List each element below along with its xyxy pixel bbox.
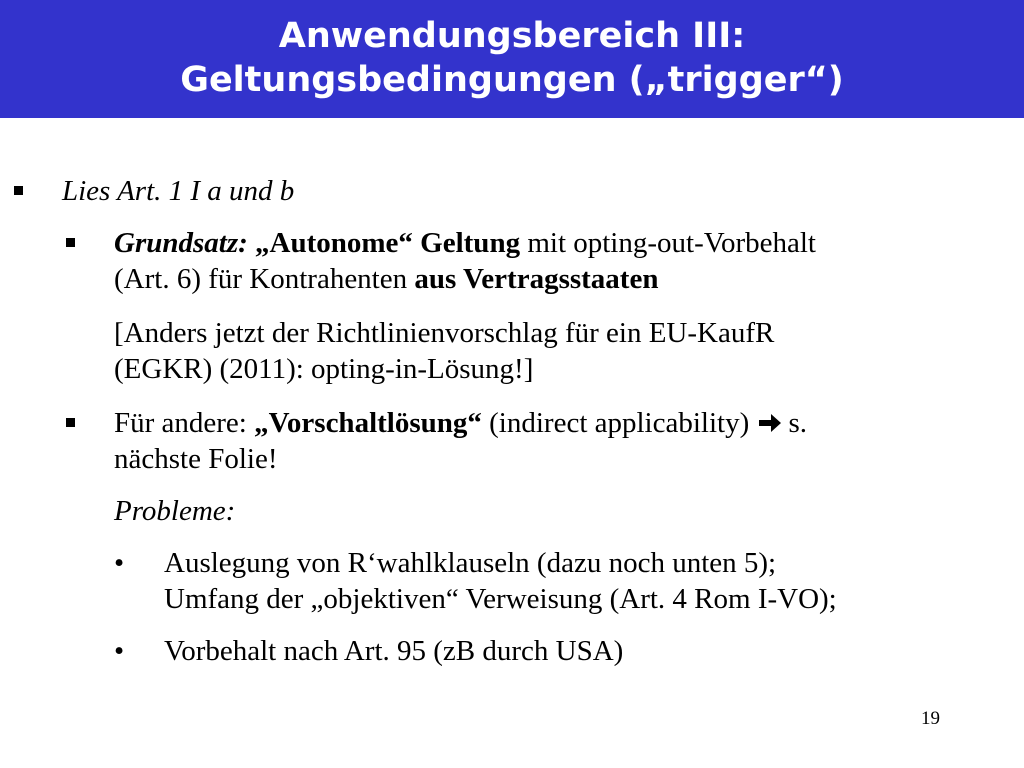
vorschaltloesung-text: „Vorschaltlösung“ bbox=[254, 407, 482, 439]
dot-bullet-icon: • bbox=[114, 547, 125, 579]
vertragsstaaten-text: aus Vertragsstaaten bbox=[414, 263, 659, 295]
grundsatz-label: Grundsatz: bbox=[114, 227, 248, 259]
indirect-applicability-text: (indirect applicability) bbox=[481, 407, 750, 439]
fuer-andere-prefix: Für andere: bbox=[114, 407, 255, 439]
probleme-heading: Probleme: bbox=[114, 495, 236, 527]
grundsatz-text-2: (Art. 6) für Kontrahenten bbox=[114, 263, 415, 295]
auslegung-line-1: Auslegung von R‘wahlklauseln (dazu noch unten 5); bbox=[164, 547, 777, 579]
square-bullet-icon bbox=[66, 238, 75, 247]
siehe-text: s. bbox=[788, 407, 808, 439]
page-number: 19 bbox=[921, 708, 940, 729]
slide-title-line-2: Geltungsbedingungen („trigger“) bbox=[180, 60, 844, 100]
lies-art-text: Lies Art. 1 I a und b bbox=[62, 175, 295, 207]
slide-title-line-1: Anwendungsbereich III: bbox=[278, 16, 746, 56]
grundsatz-text-1: mit opting-out-Vorbehalt bbox=[520, 227, 816, 259]
right-arrow-icon bbox=[758, 412, 782, 434]
fuer-andere-line-1 bbox=[114, 406, 807, 440]
auslegung-line-2: Umfang der „objektiven“ Verweisung (Art. 4 Rom I-VO); bbox=[164, 583, 837, 615]
autonome-geltung-text: „Autonome“ Geltung bbox=[255, 227, 521, 259]
dot-bullet-icon: • bbox=[114, 635, 125, 667]
square-bullet-icon bbox=[66, 418, 75, 427]
anders-line-2: (EGKR) (2011): opting-in-Lösung!] bbox=[114, 353, 534, 385]
anders-line-1: [Anders jetzt der Richtlinienvorschlag für ein EU-KaufR bbox=[114, 317, 775, 349]
grundsatz-line-1 bbox=[114, 226, 816, 260]
square-bullet-icon bbox=[14, 186, 23, 195]
fuer-andere-line-2: nächste Folie! bbox=[114, 443, 278, 475]
grundsatz-line-2 bbox=[114, 262, 658, 296]
title-bar bbox=[0, 0, 1024, 118]
vorbehalt-line: Vorbehalt nach Art. 95 (zB durch USA) bbox=[164, 635, 624, 667]
